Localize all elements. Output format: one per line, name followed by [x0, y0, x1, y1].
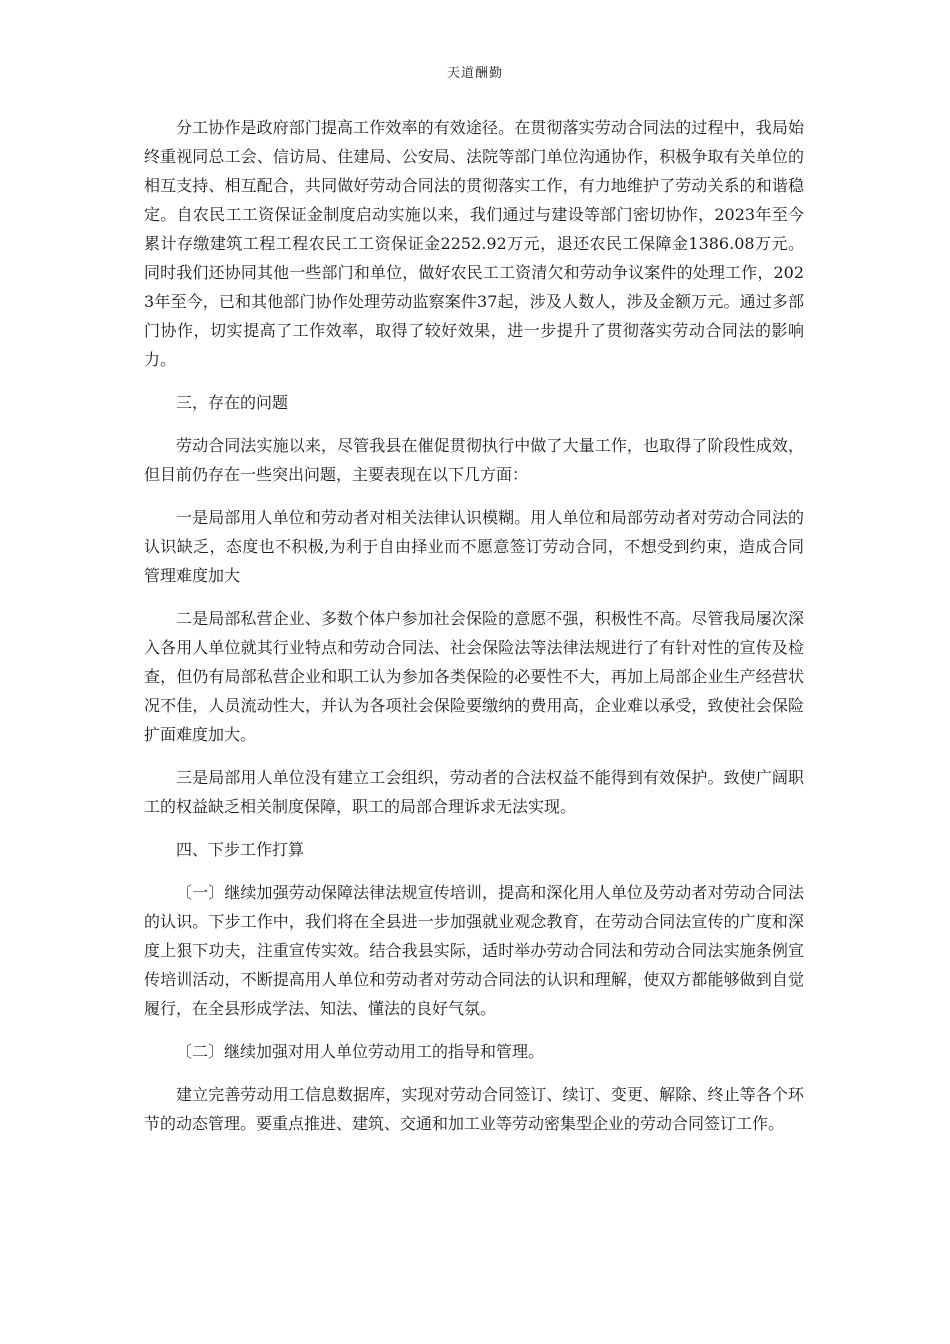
paragraph-problems-intro: 劳动合同法实施以来，尽管我县在催促贯彻执行中做了大量工作，也取得了阶段性成效，但目前仍存在一些突出问题，主要表现在以下几方面： — [144, 436, 804, 484]
subheading-step-two: 〔二〕继续加强对用人单位劳动用工的指导和管理。 — [176, 1042, 545, 1061]
paragraph-problem-three: 三是局部用人单位没有建立工会组织，劳动者的合法权益不能得到有效保护。致使广阔职工的权益缺乏相关制度保障，职工的局部合理诉求无法实现。 — [144, 768, 804, 816]
page-header: 天道酬勤 — [446, 66, 503, 81]
paragraph-cooperation: 分工协作是政府部门提高工作效率的有效途径。在贯彻落实劳动合同法的过程中，我局始终重视同总工会、信访局、住建局、公安局、法院等部门单位沟通协作，积极争取有关单位的相互支持、相互配合，共同做好劳动合同法的贯彻落实工作，有力地维护了劳动关系的和谐稳定。自农民工工资保证金制度启动实施以来，我们通过与建设等部门密切协作，2023年至今累计存缴建筑工程工程农民工工资保证金2252.92万元，退还农民工保障金1386.08万元。同时我们还协同其他一些部门和单位，做好农民工工资清欠和劳动争议案件的处理工作，2023年至今，已和其他部门协作处理劳动监察案件37起，涉及人数人，涉及金额万元。通过多部门协作，切实提高了工作效率，取得了较好效果，进一步提升了贯彻落实劳动合同法的影响力。 — [144, 118, 804, 369]
paragraph-step-two-detail: 建立完善劳动用工信息数据库，实现对劳动合同签订、续订、变更、解除、终止等各个环节的动态管理。要重点推进、建筑、交通和加工业等劳动密集型企业的劳动合同签订工作。 — [144, 1085, 804, 1133]
section-heading-problems: 三，存在的问题 — [176, 393, 289, 412]
document-body — [144, 113, 804, 1152]
section-heading-next-steps: 四、下步工作打算 — [176, 840, 305, 859]
paragraph-step-one: 〔一〕继续加强劳动保障法律法规宣传培训，提高和深化用人单位及劳动者对劳动合同法的认识。下步工作中，我们将在全县进一步加强就业观念教育，在劳动合同法宣传的广度和深度上狠下功夫，注重宣传实效。结合我县实际，适时举办劳动合同法和劳动合同法实施条例宣传培训活动，不断提高用人单位和劳动者对劳动合同法的认识和理解，使双方都能够做到自觉履行，在全县形成学法、知法、懂法的良好气氛。 — [144, 883, 804, 1018]
paragraph-problem-one: 一是局部用人单位和劳动者对相关法律认识模糊。用人单位和局部劳动者对劳动合同法的认识缺乏，态度也不积极,为利于自由择业而不愿意签订劳动合同，不想受到约束，造成合同管理难度加大 — [144, 508, 804, 585]
paragraph-problem-two: 二是局部私营企业、多数个体户参加社会保险的意愿不强，积极性不高。尽管我局屡次深入各用人单位就其行业特点和劳动合同法、社会保险法等法律法规进行了有针对性的宣传及检查，但仍有局部私营企业和职工认为参加各类保险的必要性不大，再加上局部企业生产经营状况不佳，人员流动性大，并认为各项社会保险要缴纳的费用高，企业难以承受，致使社会保险扩面难度加大。 — [144, 609, 804, 744]
